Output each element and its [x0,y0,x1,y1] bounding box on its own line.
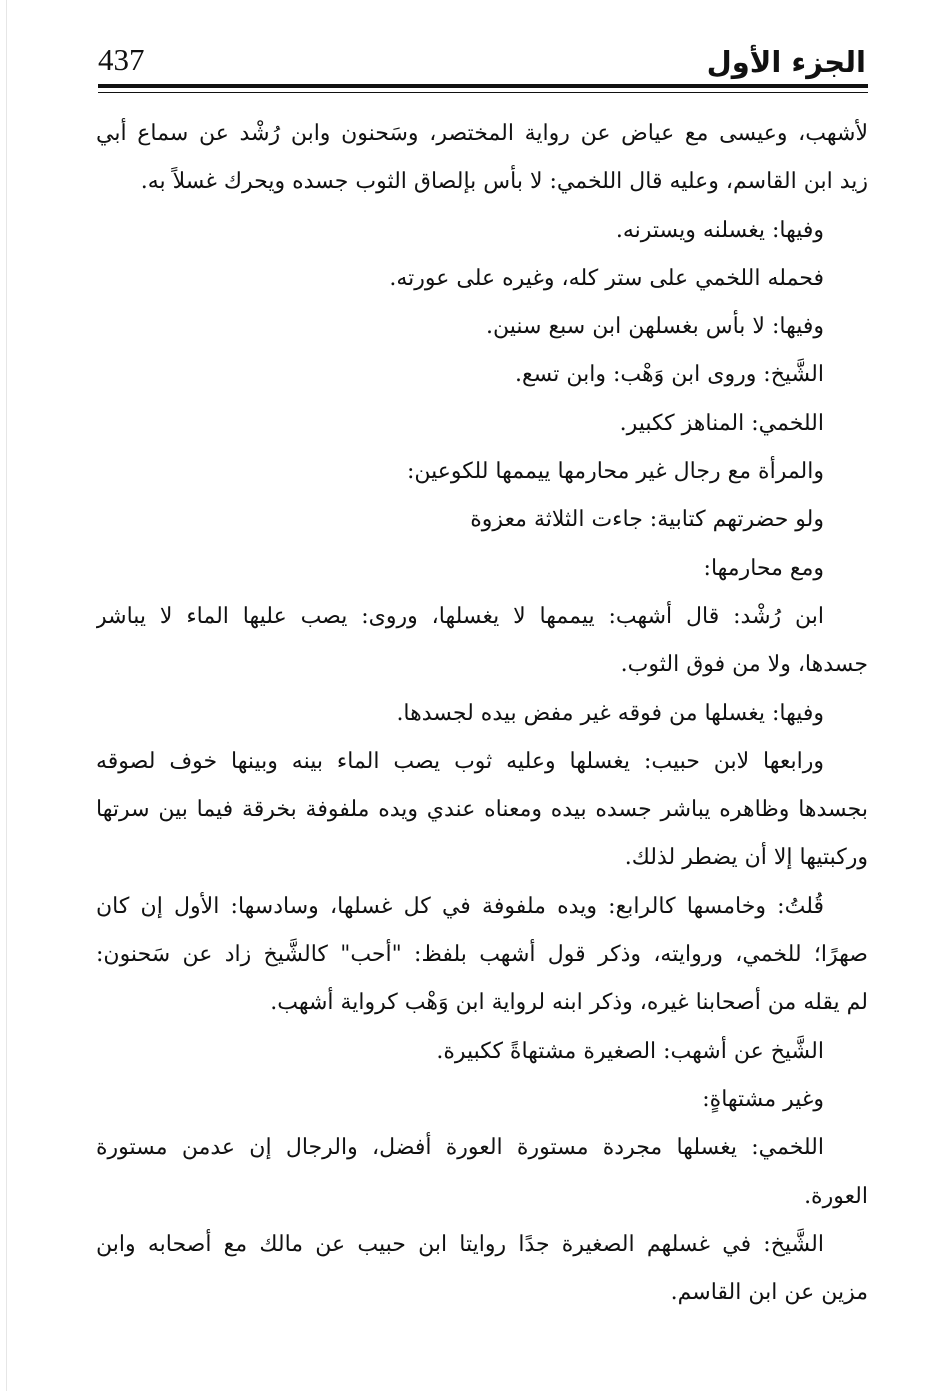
text-line: العورة. [804,1183,868,1209]
text-line: الشَّيخ: وروى ابن وَهْب: وابن تسع. [514,362,824,388]
text-line: وغير مشتهاةٍ: [702,1086,824,1112]
text-line: جسدها، ولا من فوق الثوب. [620,652,868,678]
text-line: وركبتيها إلا أن يضطر لذلك. [624,845,868,871]
page-number: 437 [98,42,145,77]
header-rule-thin [98,92,868,93]
text-line: صهرًا؛ للخمي، وروايته، وذكر قول أشهب بلفظ: "أحب" كالشَّيخ زاد عن سَحنون: [96,942,868,968]
text-line: الشَّيخ عن أشهب: الصغيرة مشتهاةً ككبيرة. [436,1038,824,1064]
text-line: قُلتُ: وخامسها كالرابع: ويده ملفوفة في كل غسلها، وسادسها: الأول إن كان [96,893,824,919]
text-line: الشَّيخ: في غسلهم الصغيرة جدًا روايتا ابن حبيب عن مالك مع أصحابه وابن [96,1231,824,1257]
header-rule-thick [98,84,868,88]
text-line: ولو حضرتهم كتابية: جاءت الثلاثة معزوة [470,507,824,533]
text-line: لأشهب، وعيسى مع عياض عن رواية المختصر، وسَحنون وابن رُشْد عن سماع أبي [96,121,868,146]
text-line: زيد ابن القاسم، وعليه قال اللخمي: لا بأس بإلصاق الثوب جسده ويحرك غسلاً به. [140,169,868,195]
text-line: ابن رُشْد: قال أشهب: ييممها لا يغسلها، وروى: يصب عليها الماء لا يباشر [96,603,824,629]
text-line: اللخمي: يغسلها مجردة مستورة العورة أفضل، والرجال إن عدمن مستورة [96,1135,824,1161]
text-line: اللخمي: المناهز ككبير. [619,410,824,436]
text-line: ورابعها لابن حبيب: يغسلها وعليه ثوب يصب الماء بينه وبينها خوف لصوقه [96,748,824,774]
text-line: وفيها: لا بأس بغسلهن ابن سبع سنين. [486,314,824,340]
text-line: ومع محارمها: [703,555,824,581]
text-line: والمرأة مع رجال غير محارمها ييممها للكوعين: [407,459,824,485]
text-line: فحمله اللخمي على ستر كله، وغيره على عورته. [389,265,824,291]
text-line: بجسدها وظاهره يباشر جسده بيده ومعناه عندي ويده ملفوفة بخرقة فيما بين سرتها [96,797,868,823]
text-line: وفيها: يغسلها من فوقه غير مفض بيده لجسدها. [396,700,824,726]
body-text [96,110,868,1317]
text-line: وفيها: يغسلنه ويسترنه. [615,217,824,243]
scan-edge-line [6,0,7,1391]
page-header [96,40,866,82]
text-line: لم يقله من أصحابنا غيره، وذكر ابنه لرواية ابن وَهْب كرواية أشهب. [270,990,868,1016]
text-line: مزين عن ابن القاسم. [670,1280,868,1306]
running-title: الجزء الأول [706,45,866,79]
